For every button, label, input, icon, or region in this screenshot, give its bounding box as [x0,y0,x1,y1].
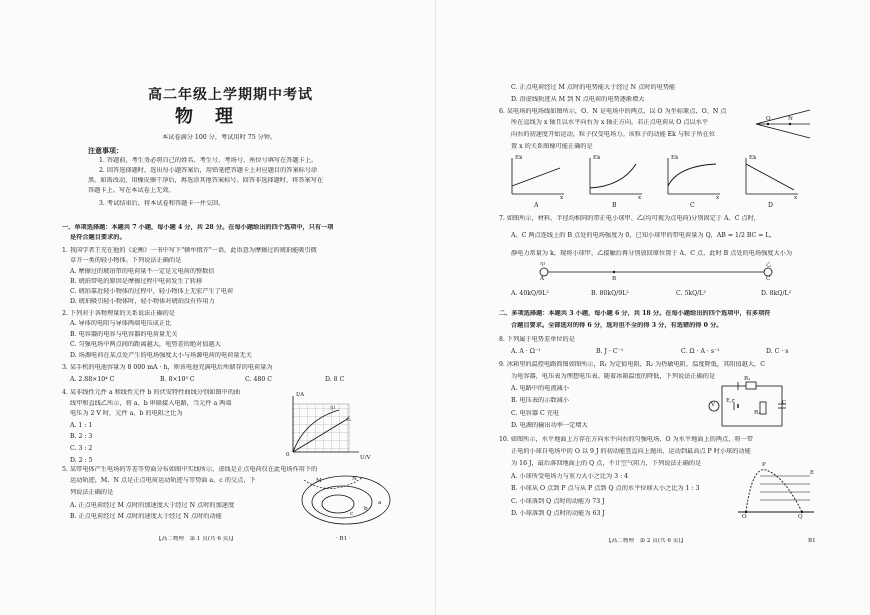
graph-x-label: x [794,195,798,201]
option-c: C. 电容器 C 充电 [511,410,560,417]
section2-intro: 二、多项选择题：本题共 3 小题，每小题 6 分，共 18 分。在每小题给出的四个选项中，有多项符 [499,310,771,317]
label-r2: R₂ [754,410,761,416]
notice-line: 3. 考试结束后，将本试卷和答题卡一并交回。 [99,200,225,207]
label-o: O [766,116,771,122]
question-stem: 静电力常量为 k，现将小球甲、乙接触后再分别放回原位置于 A、C 点，此时 B 点处的电场强度大小为 [511,250,793,257]
graph-letter-c: C [690,202,695,209]
label-q: Q [798,514,803,520]
option-d: D. 8 C [325,376,345,383]
graph-y-label: Ek [593,155,601,161]
ek-graph-d [742,156,800,198]
question-stem: 2. 下列对于各物理量的关系说法正确的是 [62,310,176,317]
page-footer: 【高二物理 第 2 页(共 6 页)】 [606,538,687,544]
option-d: D. 场源电荷在某点处产生的电场强度大小与场源电荷的电荷量无关 [70,352,252,359]
option-a: A. 2.88×10⁴ C [70,376,115,383]
question-stem: 向右的初速度开始运动，粒子仅受电场力。该粒子的动能 Ek 与粒子所在位 [511,131,716,138]
option-a: A. 正点电荷经过 M 点时的加速度大于经过 N 点时的加速度 [70,502,235,509]
notice-header: 注意事项： [88,147,123,154]
question-stem: 9. 冰箱里的温控电路简图如图所示，R₁ 为定值电阻，R₂ 为热敏电阻，温度降低，其阻值越大，C [499,361,765,368]
graph-letter-b: B [612,202,617,209]
question-stem: 草芥一类的轻小物体。下列说法正确的是 [70,257,182,264]
question-stem: 线甲和直线乙所示，将 a、b 串联接入电路，当元件 a 两端 [70,400,232,407]
label-e: E [810,470,815,476]
graph-y-label: Ek [515,155,523,161]
label-c: C [766,276,771,282]
label-c: c [350,511,354,517]
graph-letter-a: A [534,202,539,209]
option-a: A. A · Ω⁻¹ [511,348,541,355]
graph-y-label: Ek [749,155,757,161]
page-footer: 【高二物理 第 1 页(共 6 页)】 [156,536,237,542]
option-b: B. 琥珀带电的原因是摩擦过程中电荷发生了转移 [70,278,203,285]
option-c: C. 3 : 2 [70,445,93,452]
notice-line: 黑。如需改动，用橡皮擦干净后，再选涂其他答案标号。回答非选择题时，将答案写在 [88,177,324,184]
question-stem: 3. 某手机的电池容量为 8 000 mA · h，则该电池充满电后所储存的电荷量为 [62,364,273,371]
option-a: A. 40kQ/9L² [511,290,549,297]
option-c: C. 匀强电场中两点间的距离越大，电势差的绝对值越大 [70,341,221,348]
option-c: C. 小球落到 Q 点时的动能为 73 J [511,498,605,505]
ek-graph-b [586,156,644,198]
trajectory-figure [736,462,816,520]
graph-x-label: x [560,195,564,201]
question-stem: 置 x 的关系图像可能正确的是 [511,143,593,150]
line-b-label: 乙 [346,416,352,422]
charges-line-figure [536,262,776,284]
option-d: D. 沿虚线轨迹从 M 到 N 点电荷的电势逐渐增大 [511,96,645,103]
question-stem: 正电的小球自电场中的 O 以 9 J 的初动能竖直向上抛出，运动到最高点 P 时小球的动能 [511,448,751,455]
graph-x-label: x [716,195,720,201]
question-stem: 电压为 2 V 时，元件 a、b 的电阻之比为 [70,410,183,417]
label-yi: 乙 [766,262,772,268]
question-stem: 运动轨迹，M、N 点是正点电荷运动轨迹与等势面 a、c 的交点，下 [70,477,256,484]
label-m: M [316,478,322,484]
curve-a-label: 甲 [330,406,336,412]
question-stem: 5. 某带电体产生电场的等差等势面分布如图中实线所示，虚线是正点电荷仅在此电场作用下的 [62,466,318,473]
question-stem: 为电容器，电压表为理想电压表。随着冰箱温度的降低，下列说法正确的是 [511,373,716,380]
option-d: D. 8kQ/L² [761,290,792,297]
label-o: O [742,514,747,520]
circuit-figure [708,380,790,432]
question-stem: A、C 两点连线上的 B 点处的电场强度为 0，已知小球甲的带电荷量为 Q，AB = 1/2 BC = L， [511,232,776,239]
option-a: A. 电路中的电流减小 [511,385,569,392]
option-c: C. 琥珀靠近轻小物体的过程中，轻小物体上无宏产生了电荷 [70,288,234,295]
label-n: N [352,476,357,482]
label-voltmeter: V [711,402,716,408]
label-r1: R₁ [744,376,751,382]
question-stem: 8. 下列属于电势差单位的是 [499,336,575,343]
graph-origin: 0 [286,452,290,458]
ek-graph-a [508,156,566,198]
iv-curve-graph [283,392,373,464]
option-c: C. 正点电荷经过 M 点时的电势能大于经过 N 点时的电势能 [511,84,676,91]
option-b: B. J · C⁻¹ [596,348,624,355]
option-a: A. 1 : 1 [70,422,93,429]
section1-intro: 一、单项选择题：本题共 7 小题，每小题 4 分，共 28 分。在每小题给出的四个选项中，只有一项 [62,224,334,231]
ek-graph-c [664,156,722,198]
option-d: D. 小球落到 Q 点时的动能为 63 J [511,510,605,517]
section2-intro: 合题目要求。全部选对的得 6 分，选对但不全的得 3 分，有选错的得 0 分。 [511,322,723,329]
option-a: A. 摩擦过的琥珀带的电荷量不一定是元电荷的整数倍 [70,268,215,275]
option-b: B. 电压表的示数减小 [511,397,569,404]
option-a: A. 小球所受电场力与重力大小之比为 3 : 4 [511,473,629,480]
option-b: B. 80kQ/9L² [591,290,629,297]
exam-page-2 [435,0,870,615]
question-stem: 所在直线为 x 轴且以水平向右为 x 轴正方向。若正点电荷从 O 点以水平 [511,119,709,126]
question-stem: 4. 某非线性元件 a 和线性元件 b 的伏安特性曲线分别如图中的曲 [62,389,241,396]
graph-letter-d: D [768,202,773,209]
page-code: B1 [808,538,816,544]
question-stem: 7. 如图所示，材料、半径均相同的带正电小球甲、乙(均可视为点电荷)分别固定于 A、C 点时， [499,215,760,222]
option-d: D. 琥珀吸引轻小物体时，轻小物体对琥珀没有作用力 [70,298,215,305]
graph-x-label: x [638,195,642,201]
label-a: a [378,500,382,506]
score-time-note: 本试卷满分 100 分，考试用时 75 分钟。 [162,134,277,141]
notice-line: 答题卡上。写在本试卷上无效。 [88,187,175,194]
label-n: N [788,116,793,122]
option-c: C. 480 C [245,376,272,383]
graph-y-label: Ek [671,155,679,161]
section1-intro: 是符合题目要求的。 [70,234,126,241]
label-b: b [364,506,368,512]
option-b: B. 电容器的电容与电容器的电荷量无关 [70,331,178,338]
option-b: B. 2 : 3 [70,433,93,440]
label-cap: C [782,400,787,406]
label-er: E,r [726,398,735,404]
label-jia: 甲 [540,262,546,268]
question-stem: 为 16 J，最后落回地面上的 Q 点，不计空气阻力，下列说法正确的是 [511,460,702,467]
question-stem: 10. 如图所示，水平地面上方存在方向水平向右的匀强电场，O 为水平地面上的两点，将一带 [499,436,753,443]
option-c: C. Ω · A · s⁻¹ [681,348,720,355]
question-stem: 1. 我国学者王充在他的《论衡》一书中写下"顿牟掇芥"一语，此语意为摩擦过的琥珀能吸引微 [62,247,317,254]
page-code: · B1 · [336,536,351,542]
graph-y-label: I/A [296,392,305,398]
field-lines-figure [754,106,812,142]
exam-title: 高二年级上学期期中考试 [148,87,313,103]
graph-x-label: U/V [360,455,371,461]
option-b: B. 正点电荷经过 M 点时的速度大于经过 N 点时的动能 [70,513,222,520]
label-a: A [540,276,545,282]
question-stem: 6. 某电场的电场线如图所示，O、N 是电场中的两点，以 O 为坐标原点，O、N 点 [499,108,727,115]
equipotential-figure [300,470,392,526]
option-d: D. C · s [766,348,789,355]
notice-line: 1. 答题前，考生务必将自己的姓名、考生号、考场号、座位号填写在答题卡上。 [99,157,318,164]
option-d: D. 电源的输出功率一定增大 [511,422,588,429]
label-b: B [612,276,617,282]
exam-subject: 物理 [175,107,255,127]
option-d: D. 2 : 5 [70,457,93,464]
label-p: P [762,462,766,468]
notice-line: 2. 回答选择题时，选出每小题答案后，用铅笔把答题卡上对应题目的答案标号涂 [99,167,318,174]
option-a: A. 导体的电阻与导体两端电压成正比 [70,320,172,327]
option-b: B. 小球从 O 点到 P 点与从 P 点到 Q 点的水平位移大小之比为 1 : 3 [511,485,700,492]
question-stem: 列说法正确的是 [70,489,114,496]
option-c: C. 5kQ/L² [676,290,706,297]
option-b: B. 8×10³ C [160,376,195,383]
